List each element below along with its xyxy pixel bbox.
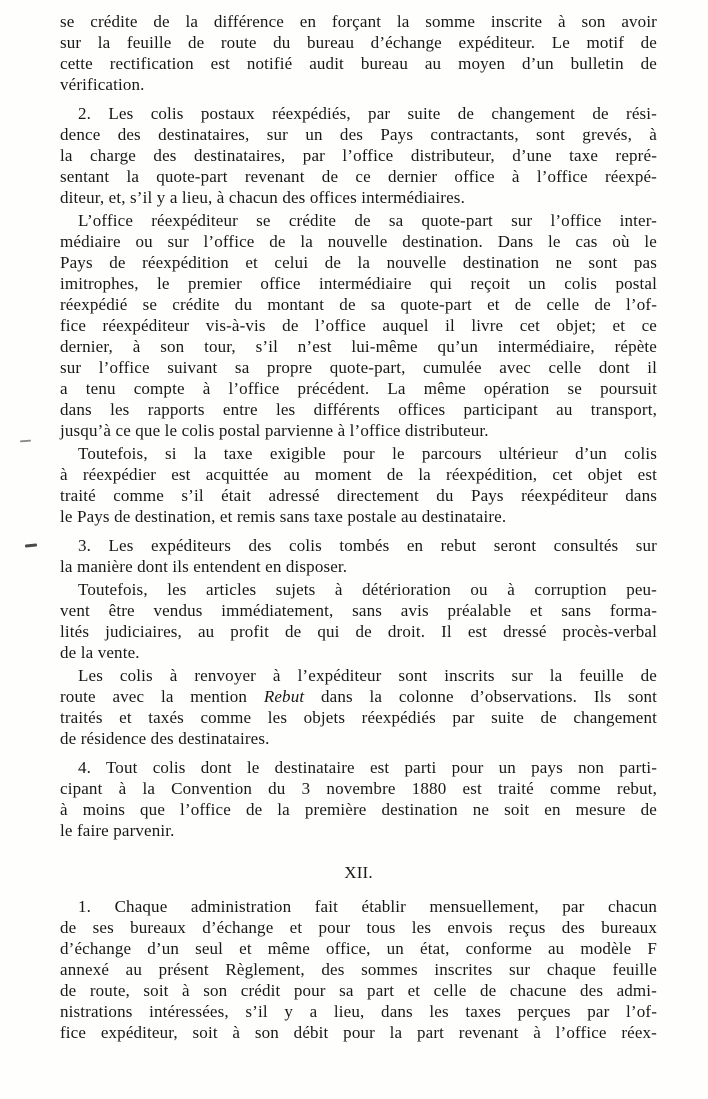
text-line: dans les rapports entre les différents offices participant au transport, [60,400,657,419]
text-line: vent être vendus immédiatement, sans avis préalable et sans forma- [60,601,657,620]
text-line: sur la feuille de route du bureau d’échange expéditeur. Le motif de [60,33,657,52]
text-line: dence des destinataires, sur un des Pays contractants, sont grevés, à [60,125,657,144]
text-line: cipant à la Convention du 3 novembre 1880 est traité comme rebut, [60,779,657,798]
text-line: de résidence des destinataires. [60,729,270,748]
page-text [60,11,657,1043]
paragraph [60,11,657,95]
text-line: de route, soit à son crédit pour sa part et celle de chacune des admi- [60,981,657,1000]
text-line: sur l’office suivant sa propre quote-part, cumulée avec celle dont il [60,358,657,377]
margin-annotation-dash [25,543,37,547]
line-segment: dans la colonne d’observations. Ils sont [304,687,657,706]
text-line: Les colis à renvoyer à l’expéditeur sont inscrits sur la feuille de [78,666,657,685]
text-line: le Pays de destination, et remis sans taxe postale au destinataire. [60,507,507,526]
text-line: sentant la quote-part revenant de ce dernier office à l’office réexpé- [60,167,657,186]
text-line: la manière dont ils entendent en disposer. [60,557,348,576]
text-line: traités et taxés comme les objets réexpédiés par suite de changement [60,708,657,727]
text-line: 2. Les colis postaux réexpédiés, par suite de changement de rési- [78,104,657,123]
text-line: Toutefois, si la taxe exigible pour le parcours ultérieur d’un colis [78,444,657,463]
paragraph [60,896,657,1043]
text-line: de ses bureaux d’échange et pour tous les envois reçus des bureaux [60,918,657,937]
text-line: à moins que l’office de la première destination ne soit en mesure de [60,800,657,819]
line-segment: route avec la mention [60,687,264,706]
text-line [60,686,657,707]
paragraph [60,443,657,527]
text-line: Pays de réexpédition et celui de la nouvelle destination ne sont pas [60,253,657,272]
text-line: vérification. [60,75,145,94]
text-line: le faire parvenir. [60,821,175,840]
paragraph [60,103,657,208]
text-line: dernier, à son tour, s’il n’est lui-même qu’un intermédiaire, répète [60,337,657,356]
text-line: L’office réexpéditeur se crédite de sa quote-part sur l’office inter- [78,211,657,230]
text-line: à réexpédier est acquittée au moment de la réexpédition, cet objet est [60,465,657,484]
text-line: médiaire ou sur l’office de la nouvelle destination. Dans le cas où le [60,232,657,251]
margin-annotation-dash [20,440,31,443]
text-line: de la vente. [60,643,140,662]
text-line: 4. Tout colis dont le destinataire est parti pour un pays non parti- [78,758,657,777]
paragraph [60,757,657,841]
paragraph [60,579,657,663]
text-line: fice réexpéditeur vis-à-vis de l’office auquel il livre cet objet; et ce [60,316,657,335]
text-line: Toutefois, les articles sujets à détérioration ou à corruption peu- [78,580,657,599]
text-line: se crédite de la différence en forçant la somme inscrite à son avoir [60,12,657,31]
text-line: nistrations intéressées, s’il y a lieu, dans les taxes perçues par l’of- [60,1002,657,1021]
section-heading [60,862,657,883]
text-line: annexé au présent Règlement, des sommes inscrites sur chaque feuille [60,960,657,979]
text-line: 3. Les expéditeurs des colis tombés en rebut seront consultés sur [78,536,657,555]
text-line: d’échange d’un seul et même office, un état, conforme au modèle F [60,939,657,958]
text-line: lités judiciaires, au profit de qui de droit. Il est dressé procès-verbal [60,622,657,641]
text-line: imitrophes, le premier office intermédiaire qui reçoit un colis postal [60,274,657,293]
heading-text: XII. [344,863,373,882]
text-line: réexpédié se crédite du montant de sa quote-part et de celle de l’of- [60,295,657,314]
italic-word: Rebut [263,687,305,706]
text-line: traité comme s’il était adressé directement du Pays réexpéditeur dans [60,486,657,505]
text-line: a tenu compte à l’office précédent. La même opération se poursuit [60,379,657,398]
text-line: 1. Chaque administration fait établir mensuellement, par chacun [78,897,657,916]
text-line: la charge des destinataires, par l’office distributeur, d’une taxe repré- [60,146,657,165]
text-line: jusqu’à ce que le colis postal parvienne à l’office distributeur. [60,421,489,440]
paragraph [60,665,657,749]
paragraph [60,535,657,577]
text-line: fice expéditeur, soit à son débit pour la part revenant à l’office réex- [60,1023,657,1042]
text-line: diteur, et, s’il y a lieu, à chacun des offices intermédiaires. [60,188,465,207]
paragraph [60,210,657,441]
text-line: cette rectification est notifié audit bureau au moyen d’un bulletin de [60,54,657,73]
